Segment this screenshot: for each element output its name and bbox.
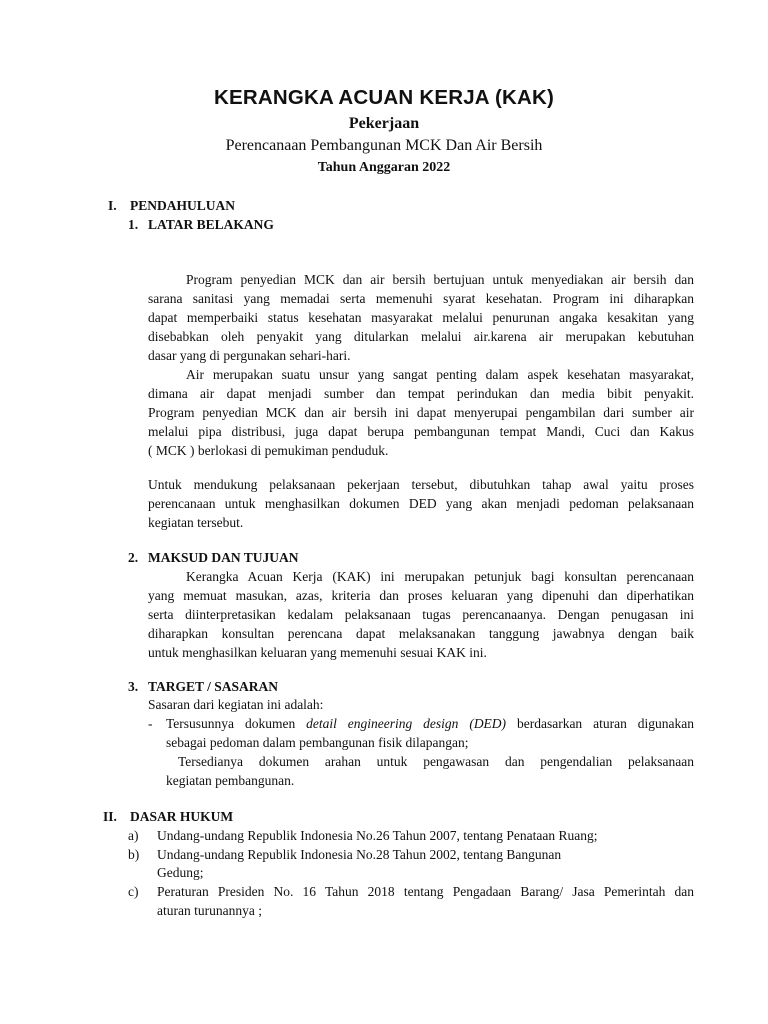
text-line: kegiatan tersebut. xyxy=(148,515,244,530)
text-line: dapat memperbaiki status kesehatan masyarakat melalui penurunan angaka kesakitan yang xyxy=(148,310,694,325)
subsection-3-heading: TARGET / SASARAN xyxy=(148,679,279,694)
ded-italic-term: detail engineering design (DED) xyxy=(306,716,507,731)
subsection-1-number: 1. xyxy=(128,217,139,232)
text-line: ( MCK ) berlokasi di pemukiman penduduk. xyxy=(148,443,389,458)
dasar-hukum-item-c-line2: aturan turunannya ; xyxy=(157,903,262,918)
section-2-heading: DASAR HUKUM xyxy=(130,809,234,824)
target-intro: Sasaran dari kegiatan ini adalah: xyxy=(148,697,324,712)
target-item-2: Tersedianya dokumen arahan untuk pengawasan dan pengendalian pelaksanaan xyxy=(178,754,694,769)
dasar-hukum-item-c: Peraturan Presiden No. 16 Tahun 2018 tentang Pengadaan Barang/ Jasa Pemerintah dan xyxy=(157,884,694,899)
text-line: yang memuat masukan, azas, kriteria dan proses keluaran yang dipenuhi dan diperhatikan xyxy=(148,588,694,603)
section-1-heading: PENDAHULUAN xyxy=(130,198,236,213)
text-line: serta diinterpretasikan kedalam pelaksanaan tugas perencanaanya. Dengan penugasan ini xyxy=(148,607,694,622)
document-title: KERANGKA ACUAN KERJA (KAK) xyxy=(213,86,555,109)
text-line: untuk menghasilkan keluaran yang memenuhi sesuai KAK ini. xyxy=(148,645,487,660)
target-item-1-line2: sebagai pedoman dalam pembangunan fisik dilapangan; xyxy=(166,735,469,750)
target-item-2-line2: kegiatan pembangunan. xyxy=(166,773,295,788)
latar-belakang-paragraph-1 xyxy=(148,270,694,365)
subsection-1-heading: LATAR BELAKANG xyxy=(148,217,274,232)
document-subtitle-project: Perencanaan Pembangunan MCK Dan Air Bersih xyxy=(225,137,543,154)
dasar-hukum-label-a: a) xyxy=(128,828,139,843)
text-line: Kerangka Acuan Kerja (KAK) ini merupakan petunjuk bagi konsultan perencanaan xyxy=(186,569,694,584)
target-item-1 xyxy=(166,715,694,733)
document-subtitle-pekerjaan: Pekerjaan xyxy=(348,115,420,132)
text-line: Air merupakan suatu unsur yang sangat penting dalam aspek kesehatan masyarakat, xyxy=(186,367,694,382)
text-line: melalui pipa distribusi, juga dapat berupa pembangunan tempat Mandi, Cuci dan Kakus xyxy=(148,424,694,439)
latar-belakang-paragraph-2 xyxy=(148,365,694,460)
text-line: Program penyedian MCK dan air bersih ini dapat menyerupai pengambilan dari sumber air xyxy=(148,405,694,420)
bullet-dash: - xyxy=(148,716,153,731)
text-line: berdasarkan aturan digunakan xyxy=(506,716,694,731)
text-line: dimana air dapat menjadi sumber dan tempat perindukan dan media bibit penyakit. xyxy=(148,386,694,401)
latar-belakang-paragraph-3 xyxy=(148,475,694,532)
text-line: dasar yang di pergunakan sehari-hari. xyxy=(148,348,351,363)
text-line: disebabkan oleh penyakit yang ditularkan melalui air.karena air merupakan kebutuhan xyxy=(148,329,694,344)
subsection-2-heading: MAKSUD DAN TUJUAN xyxy=(148,550,299,565)
dasar-hukum-item-a: Undang-undang Republik Indonesia No.26 Tahun 2007, tentang Penataan Ruang; xyxy=(157,828,598,843)
maksud-tujuan-paragraph xyxy=(148,567,694,662)
text-line: diharapkan konsultan perencana dapat melaksanakan tanggung jawabnya dengan baik xyxy=(148,626,694,641)
section-1-number: I. xyxy=(108,198,117,213)
text-line: perencanaan untuk menghasilkan dokumen DED yang akan menjadi pedoman pelaksanaan xyxy=(148,496,694,511)
text-line: Tersusunnya dokumen xyxy=(166,716,307,731)
document-subtitle-year: Tahun Anggaran 2022 xyxy=(317,160,451,175)
subsection-2-number: 2. xyxy=(128,550,139,565)
text-line: Untuk mendukung pelaksanaan pekerjaan tersebut, dibutuhkan tahap awal yaitu proses xyxy=(148,477,694,492)
dasar-hukum-label-b: b) xyxy=(128,847,140,862)
dasar-hukum-item-b-line2: Gedung; xyxy=(157,865,204,880)
section-2-number: II. xyxy=(103,809,117,824)
text-line: Program penyedian MCK dan air bersih bertujuan untuk menyediakan air bersih dan xyxy=(186,272,694,287)
dasar-hukum-label-c: c) xyxy=(128,884,139,899)
subsection-3-number: 3. xyxy=(128,679,139,694)
text-line: sarana sanitasi yang memadai serta memenuhi syarat kesehatan. Program ini diharapkan xyxy=(148,291,694,306)
dasar-hukum-item-b: Undang-undang Republik Indonesia No.28 Tahun 2002, tentang Bangunan xyxy=(157,847,562,862)
